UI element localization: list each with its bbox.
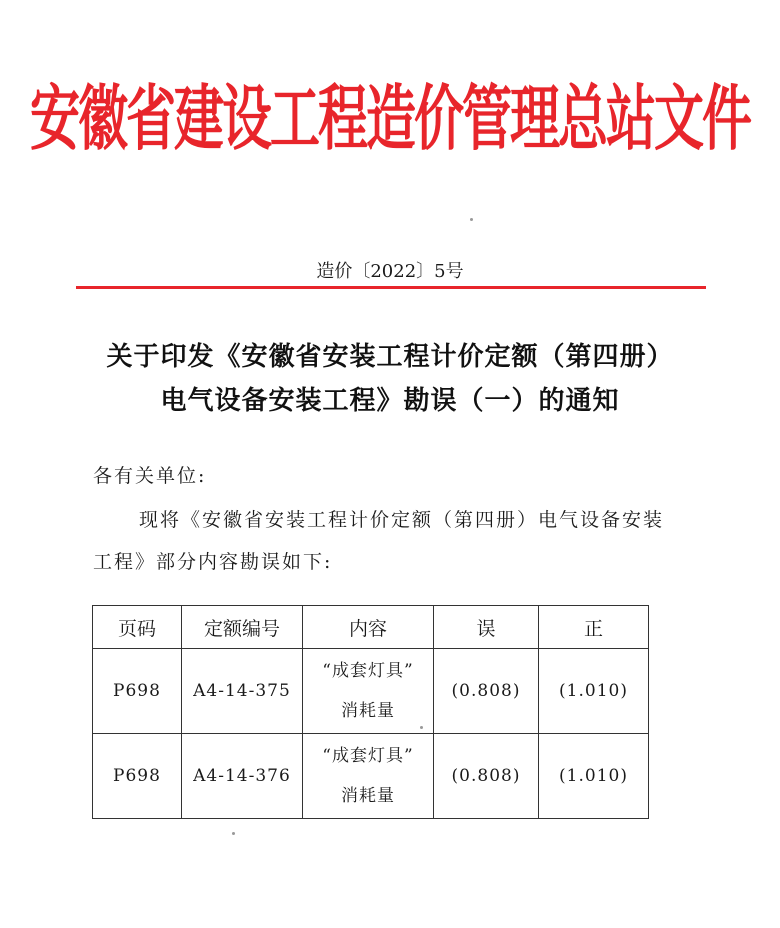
scan-speck: [232, 832, 235, 835]
content-cell: [303, 734, 434, 819]
body-text-line-2: 工程》部分内容勘误如下:: [93, 551, 333, 573]
salutation: 各有关单位:: [93, 465, 207, 487]
table-header-row: [93, 606, 649, 649]
page-cell: P698: [93, 649, 182, 734]
wrong-value-cell: (0.808): [434, 649, 539, 734]
body-text-line-1: 现将《安徽省安装工程计价定额（第四册）电气设备安装: [139, 509, 665, 531]
agency-masthead: 安徽省建设工程造价管理总站文件: [30, 76, 750, 160]
scan-speck: [470, 218, 473, 221]
column-header: 定额编号: [182, 606, 303, 649]
table-row: [93, 649, 649, 734]
content-unit: 消耗量: [341, 786, 395, 806]
column-header: 内容: [303, 606, 434, 649]
content-unit: 消耗量: [341, 701, 395, 721]
red-divider: [76, 286, 706, 289]
column-header: 页码: [93, 606, 182, 649]
content-item: “成套灯具”: [322, 661, 414, 681]
notice-title-line-1: 关于印发《安徽省安装工程计价定额（第四册）: [106, 342, 674, 372]
wrong-value-cell: (0.808): [434, 734, 539, 819]
column-header: 正: [539, 606, 649, 649]
table-row: [93, 734, 649, 819]
content-cell: [303, 649, 434, 734]
scan-speck: [420, 726, 423, 729]
correct-value-cell: (1.010): [539, 734, 649, 819]
document-number: 造价〔2022〕5号: [316, 261, 464, 282]
content-item: “成套灯具”: [322, 746, 414, 766]
code-cell: A4-14-375: [182, 649, 303, 734]
page-cell: P698: [93, 734, 182, 819]
errata-table: [92, 605, 649, 819]
notice-title-line-2: 电气设备安装工程》勘误（一）的通知: [160, 386, 620, 416]
correct-value-cell: (1.010): [539, 649, 649, 734]
code-cell: A4-14-376: [182, 734, 303, 819]
column-header: 误: [434, 606, 539, 649]
